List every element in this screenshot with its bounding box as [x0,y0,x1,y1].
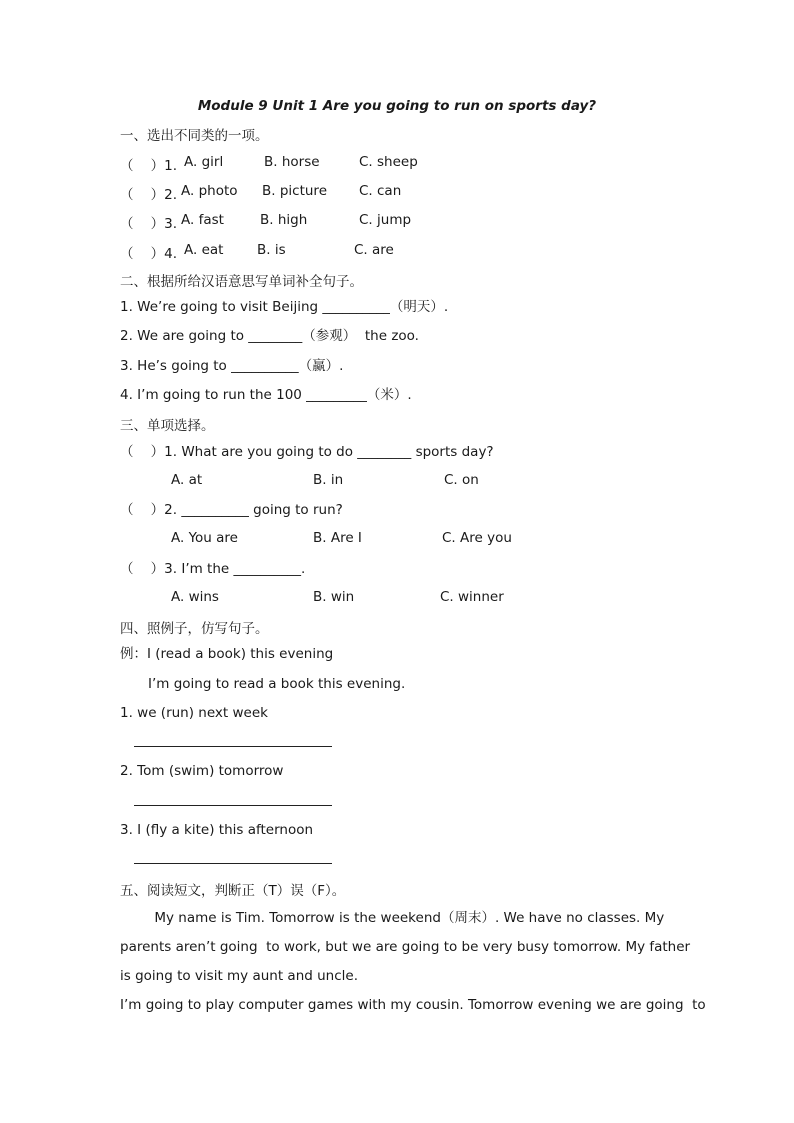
s1-option-c: C. sheep [359,154,418,170]
s3-q3-option-a: A. wins [171,589,219,605]
s5-passage-line-4: I’m going to play computer games with my cousin. Tomorrow evening we are going to [120,997,706,1013]
s3-question-1: （ ）1. What are you going to do ________ sports day? [120,444,494,460]
s1-option-a: A. eat [184,242,224,258]
s4-example-answer: I’m going to read a book this evening. [148,676,406,692]
s4-item-3: 3. I (fly a kite) this afternoon [120,822,314,838]
s1-item-prefix: （ ）1. [120,158,178,174]
s3-question-2: （ ）2. __________ going to run? [120,502,343,518]
s1-option-c: C. jump [359,212,412,228]
s1-option-b: B. high [260,212,308,228]
section2-heading: 二、根据所给汉语意思写单词补全句子。 [120,274,363,290]
s1-option-a: A. girl [184,154,224,170]
section4-heading: 四、照例子，仿写句子。 [120,621,269,637]
s3-q3-option-b: B. win [313,589,355,605]
s1-option-b: B. picture [262,183,327,199]
s2-item-2: 2. We are going to ________（参观） the zoo. [120,328,419,344]
s1-option-b: B. horse [264,154,320,170]
section1-heading: 一、选出不同类的一项。 [120,128,269,144]
s1-item-prefix: （ ）4. [120,246,178,262]
section3-heading: 三、单项选择。 [120,418,215,434]
s1-option-c: C. are [354,242,394,258]
s2-item-4: 4. I’m going to run the 100 _________（米）. [120,387,412,403]
s1-option-c: C. can [359,183,402,199]
s4-item-2: 2. Tom (swim) tomorrow [120,763,284,779]
s1-item-prefix: （ ）3. [120,216,178,232]
s1-item-prefix: （ ）2. [120,187,178,203]
s4-answer-line-2[interactable] [134,805,332,806]
s5-passage-line-2: parents aren’t going to work, but we are going to be very busy tomorrow. My father [120,939,691,955]
s4-answer-line-3[interactable] [134,863,332,864]
s1-option-b: B. is [257,242,286,258]
s3-q3-option-c: C. winner [440,589,504,605]
s3-q1-option-b: B. in [313,472,344,488]
s4-example-prompt: 例：I (read a book) this evening [120,646,334,662]
s2-item-3: 3. He’s going to __________（赢）. [120,358,344,374]
s5-passage-line-3: is going to visit my aunt and uncle. [120,968,358,984]
s2-item-1: 1. We’re going to visit Beijing __________（明天）. [120,299,449,315]
s3-question-3: （ ）3. I’m the __________. [120,561,306,577]
s5-passage-line-1: My name is Tim. Tomorrow is the weekend（周末）. We have no classes. My [120,910,665,926]
s4-item-1: 1. we (run) next week [120,705,268,721]
page-title: Module 9 Unit 1 Are you going to run on sports day? [197,98,597,114]
section5-heading: 五、阅读短文，判断正（T）误（F）。 [120,883,346,899]
s3-q2-option-c: C. Are you [442,530,512,546]
s1-option-a: A. photo [181,183,238,199]
s3-q1-option-c: C. on [444,472,479,488]
s3-q2-option-b: B. Are I [313,530,362,546]
s4-answer-line-1[interactable] [134,746,332,747]
s3-q1-option-a: A. at [171,472,203,488]
s1-option-a: A. fast [181,212,224,228]
s3-q2-option-a: A. You are [171,530,238,546]
